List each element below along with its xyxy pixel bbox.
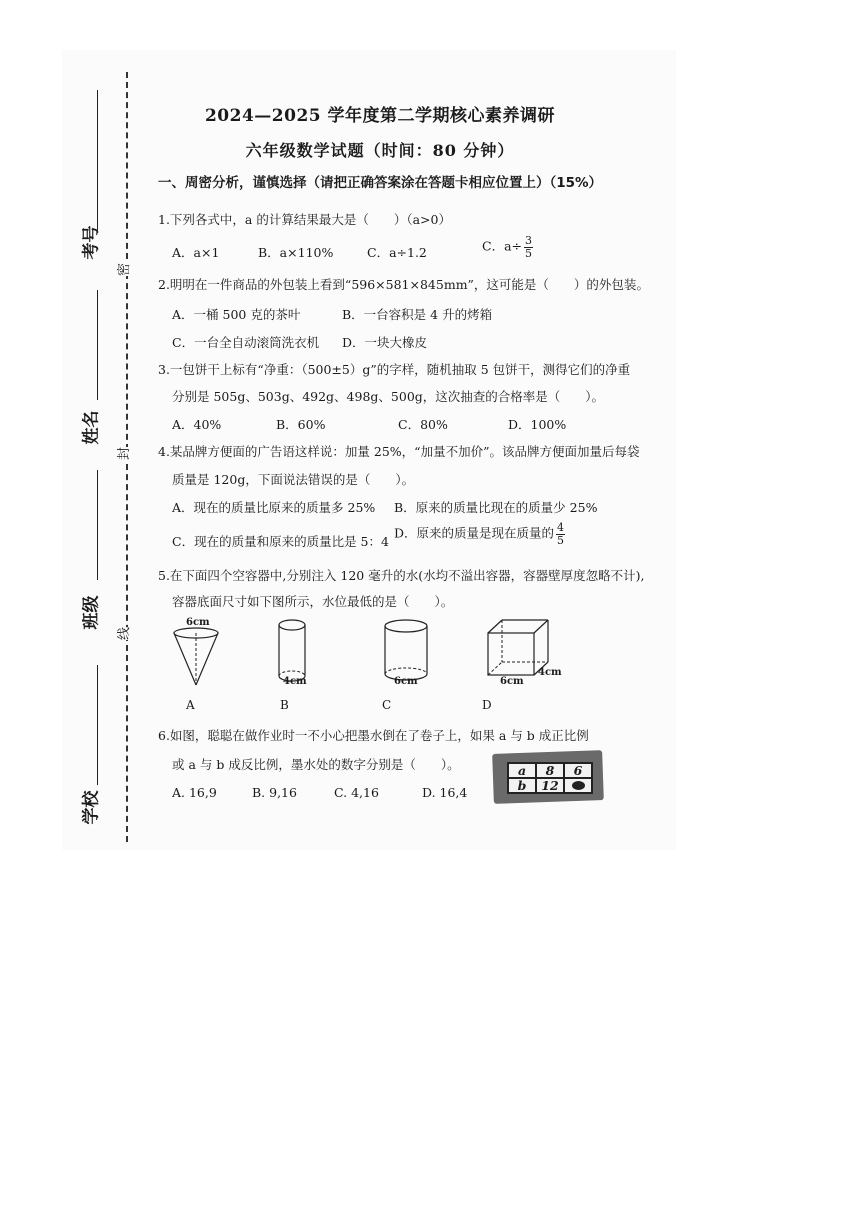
table-cell: a <box>508 763 536 778</box>
figure-b-dim: 4cm <box>283 676 307 687</box>
figure-d-dim-width: 4cm <box>538 667 562 678</box>
q1-stem: 1.下列各式中，a 的计算结果最大是（ ）（a>0） <box>158 212 451 227</box>
figure-a-label: A <box>186 698 195 712</box>
q6-option-d: D. 16,4 <box>422 785 468 800</box>
q4-frac-num: 4 <box>557 521 565 534</box>
q1-option-d-text: C．a÷ <box>482 238 522 254</box>
name-label: 姓名 <box>81 410 102 445</box>
table-cell: 12 <box>536 778 564 793</box>
ink-blot-icon <box>572 781 585 790</box>
q3-option-c: C．80% <box>398 417 448 432</box>
q4-frac-den: 5 <box>557 533 565 547</box>
q4-option-d-text: D．原来的质量是现在质量的 <box>394 525 555 541</box>
q2-option-c: C．一台全自动滚筒洗衣机 <box>172 335 320 350</box>
q6-stem-cont: 或 a 与 b 成反比例，墨水处的数字分别是（ ）。 <box>172 757 460 772</box>
figure-c-label: C <box>382 698 392 712</box>
q4-option-b: B．原来的质量比现在的质量少 25% <box>394 500 598 515</box>
exam-no-label: 考号 <box>81 225 102 260</box>
exam-subtitle: 六年级数学试题（时间：80 分钟） <box>245 141 515 160</box>
section-heading: 一、周密分析，谨慎选择（请把正确答案涂在答题卡相应位置上）（15%） <box>158 175 603 191</box>
seal-word-xian: 线 <box>111 627 134 640</box>
table-cell: b <box>508 778 536 793</box>
class-line <box>97 470 98 580</box>
table-cell: 6 <box>564 763 592 778</box>
q4-option-a: A．现在的质量比原来的质量多 25% <box>172 500 376 515</box>
figure-a-dim: 6cm <box>186 617 210 628</box>
figure-b-label: B <box>280 698 289 712</box>
q5-stem: 5.在下面四个空容器中,分别注入 120 毫升的水(水均不溢出容器，容器壁厚度忽略不计), <box>158 568 645 583</box>
q2-option-d: D．一块大橡皮 <box>342 335 428 350</box>
q4-option-d <box>394 522 565 546</box>
q1-fraction <box>524 235 533 259</box>
table-cell: 8 <box>536 763 564 778</box>
table-row-a <box>508 763 592 778</box>
name-line <box>97 290 98 400</box>
q1-option-c: C．a÷1.2 <box>367 245 427 260</box>
ink-blot-cell <box>564 778 592 793</box>
q3-stem: 3.一包饼干上标有“净重：（500±5）g”的字样，随机抽取 5 包饼干，测得它们的净重 <box>158 362 631 377</box>
q4-stem-cont: 质量是 120g，下面说法错误的是（ ）。 <box>172 472 415 487</box>
q2-option-b: B．一台容积是 4 升的烤箱 <box>342 307 493 322</box>
proportion-table <box>507 762 593 794</box>
figure-c-dim: 6cm <box>394 676 418 687</box>
q6-option-b: B. 9,16 <box>252 785 297 800</box>
figure-d-label: D <box>482 698 492 712</box>
figure-d-dim-length: 6cm <box>500 676 524 687</box>
q1-frac-den: 5 <box>525 246 532 260</box>
q6-option-a: A. 16,9 <box>172 785 217 800</box>
q3-option-a: A．40% <box>172 417 222 432</box>
figure-a-cone <box>168 625 228 690</box>
q3-option-d: D．100% <box>508 417 567 432</box>
q1-option-d <box>482 235 533 259</box>
q4-fraction <box>556 522 565 546</box>
seal-word-feng: 封 <box>111 447 134 460</box>
q6-option-c: C. 4,16 <box>334 785 379 800</box>
q5-stem-cont: 容器底面尺寸如下图所示，水位最低的是（ ）。 <box>172 594 454 609</box>
exam-no-line <box>97 90 98 230</box>
q1-frac-num: 3 <box>525 234 532 247</box>
q2-option-a: A．一桶 500 克的茶叶 <box>172 307 301 322</box>
q3-stem-cont: 分别是 505g、503g、492g、498g、500g，这次抽查的合格率是（ ）。 <box>172 389 605 404</box>
q1-option-a: A．a×1 <box>172 245 220 260</box>
q3-option-b: B．60% <box>276 417 326 432</box>
school-label: 学校 <box>81 790 102 825</box>
q4-option-c: C．现在的质量和原来的质量比是 5：4 <box>172 534 389 549</box>
seal-word-mi: 密 <box>111 263 134 276</box>
class-label: 班级 <box>81 595 102 630</box>
table-row-b <box>508 778 592 793</box>
q2-stem: 2.明明在一件商品的外包装上看到“596×581×845mm”，这可能是（ ）的外包装。 <box>158 277 649 292</box>
q6-stem: 6.如图，聪聪在做作业时一不小心把墨水倒在了卷子上，如果 a 与 b 成正比例 <box>158 728 589 743</box>
q4-stem: 4.某品牌方便面的广告语这样说：加量 25%，“加量不加价”。该品牌方便面加量后每袋 <box>158 444 640 459</box>
exam-title: 2024—2025 学年度第二学期核心素养调研 <box>204 106 556 126</box>
q1-option-b: B．a×110% <box>258 245 334 260</box>
school-line <box>97 665 98 785</box>
